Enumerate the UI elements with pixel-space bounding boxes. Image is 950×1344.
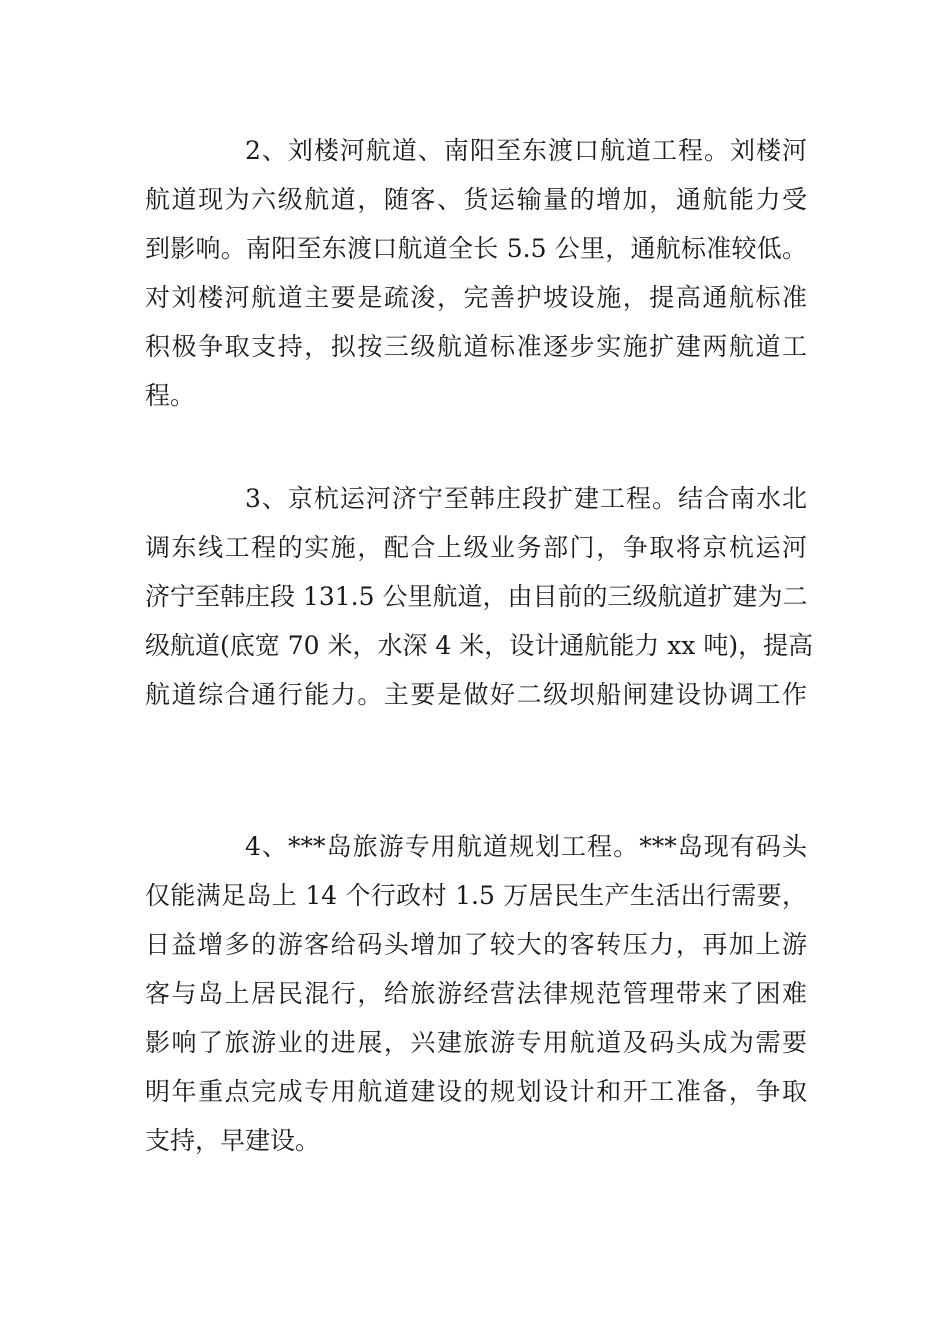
paragraph-line: 程。 (145, 381, 196, 410)
paragraph-line: 调东线工程的实施，配合上级业务部门，争取将京杭运河 (145, 533, 807, 562)
paragraph-line: 航道综合通行能力。主要是做好二级坝船闸建设协调工作 (145, 680, 807, 709)
paragraph-line: 2、刘楼河航道、南阳至东渡口航道工程。刘楼河 (245, 136, 807, 165)
paragraph-line: 3、京杭运河济宁至韩庄段扩建工程。结合南水北 (245, 484, 807, 513)
paragraph-line: 到影响。南阳至东渡口航道全长 5.5 公里，通航标准较低。 (145, 234, 807, 263)
paragraph-line: 仅能满足岛上 14 个行政村 1.5 万居民生产生活出行需要， (145, 881, 807, 910)
paragraph-item-2 (145, 126, 807, 420)
paragraph-item-3 (145, 474, 814, 719)
paragraph-line: 航道现为六级航道，随客、货运输量的增加，通航能力受 (145, 185, 807, 214)
paragraph-line: 客与岛上居民混行，给旅游经营法律规范管理带来了困难 (145, 979, 807, 1008)
paragraph-line: 支持，早建设。 (145, 1126, 321, 1155)
paragraph-line: 明年重点完成专用航道建设的规划设计和开工准备，争取 (145, 1077, 807, 1106)
paragraph-line: 影响了旅游业的进展，兴建旅游专用航道及码头成为需要 (145, 1028, 807, 1057)
paragraph-line: 对刘楼河航道主要是疏浚，完善护坡设施，提高通航标准 (145, 283, 807, 312)
paragraph-line: 济宁至韩庄段 131.5 公里航道，由目前的三级航道扩建为二 (145, 582, 808, 611)
paragraph-line: 4、***岛旅游专用航道规划工程。***岛现有码头 (245, 832, 807, 861)
paragraph-line: 积极争取支持，拟按三级航道标准逐步实施扩建两航道工 (145, 332, 807, 361)
paragraph-line: 日益增多的游客给码头增加了较大的客转压力，再加上游 (145, 930, 807, 959)
paragraph-item-4 (145, 822, 807, 1165)
paragraph-line: 级航道(底宽 70 米，水深 4 米，设计通航能力 xx 吨)，提高 (145, 631, 814, 660)
